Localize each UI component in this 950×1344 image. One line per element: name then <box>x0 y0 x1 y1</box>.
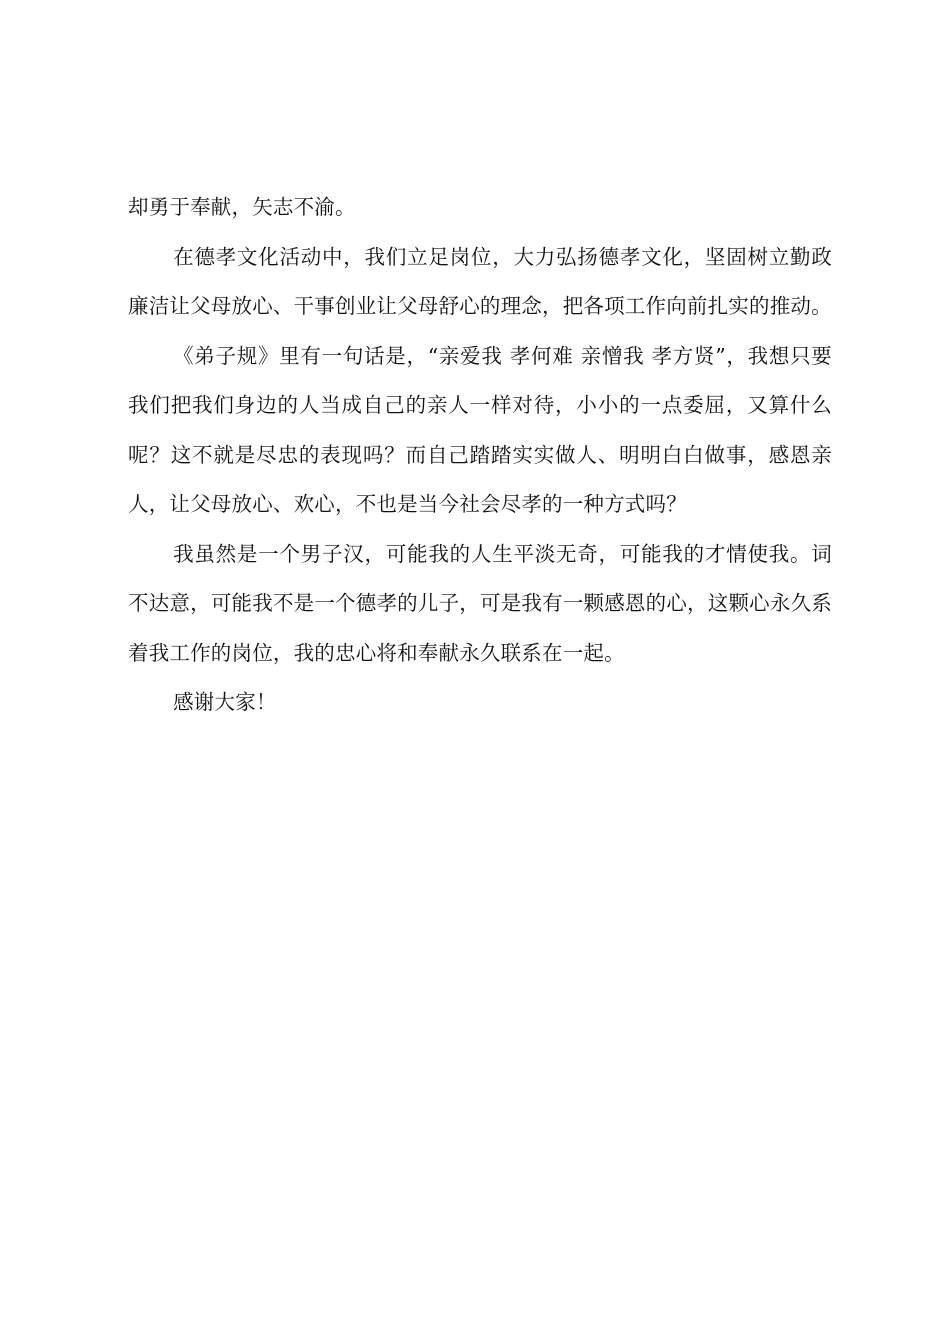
document-body <box>128 183 832 728</box>
paragraph-activity: 在德孝文化活动中，我们立足岗位，大力弘扬德孝文化，坚固树立勤政廉洁让父母放心、干事创业让父母舒心的理念，把各项工作向前扎实的推动。 <box>128 244 832 318</box>
paragraph-continuation: 却勇于奉献，矢志不渝。 <box>128 195 356 219</box>
paragraph-personal: 我虽然是一个男子汉，可能我的人生平淡无奇，可能我的才情使我。词不达意，可能我不是一个德孝的儿子，可是我有一颗感恩的心，这颗心永久系着我工作的岗位，我的忠心将和奉献永久联系在一起。 <box>128 541 832 665</box>
paragraph-thanks: 感谢大家！ <box>173 690 277 714</box>
paragraph-dizigui: 《弟子规》里有一句话是，“亲爱我 孝何难 亲憎我 孝方贤”，我想只要我们把我们身边的人当成自己的亲人一样对待，小小的一点委屈，又算什么呢？这不就是尽忠的表现吗？而自己踏踏实实做人、明明白白做事，感恩亲人，让父母放心、欢心，不也是当今社会尽孝的一种方式吗？ <box>128 343 832 516</box>
